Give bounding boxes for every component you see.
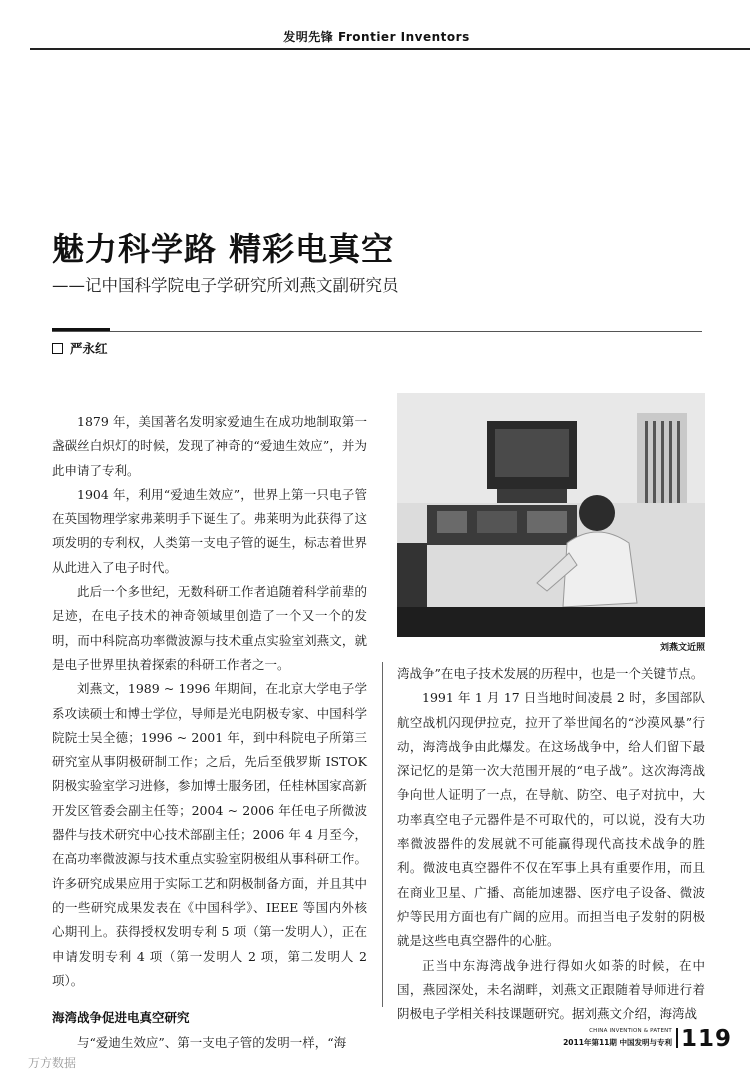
article-subtitle: ——记中国科学院电子学研究所刘燕文副研究员 <box>52 276 399 295</box>
photo-caption: 刘燕文近照 <box>659 643 705 653</box>
author-rule <box>52 331 702 332</box>
portrait-photo <box>397 393 705 637</box>
journal-issue: 2011年第11期 中国发明与专利 <box>563 1038 672 1047</box>
photo-image <box>397 393 705 637</box>
footer-divider <box>676 1028 678 1048</box>
running-header <box>0 28 753 50</box>
body-paragraph: 与“爱迪生效应”、第一支电子管的发明一样，“海 <box>77 1035 347 1051</box>
left-column <box>52 410 367 1055</box>
body-paragraph: 此后一个多世纪，无数科研工作者追随着科学前辈的足迹，在电子技术的神奇领域里创造了一个又一个的发明，而中科院高功率微波源与技术重点实验室刘燕文，就是电子世界里执着探索的科研工作者之一。 <box>52 584 367 672</box>
running-title: 发明先锋 Frontier Inventors <box>283 30 470 44</box>
author-name: 严永红 <box>70 341 108 356</box>
page-number: 119 <box>681 1026 733 1052</box>
watermark: 万方数据 <box>28 1056 77 1070</box>
page-footer <box>560 1026 733 1056</box>
body-paragraph: 刘燕文，1989 ~ 1996 年期间，在北京大学电子学系攻读硕士和博士学位，导师是光电阴极专家、中国科学院院士吴全德；1996 ~ 2001 年，到中科院电子所第三研究室从事阴极研制工作；之后，先后至俄罗斯 ISTOK 阴极实验室学习进修，参加博士服务团，任桂林国家高新开发区管委会副主任等；2004 ~ 2006 年任电子所微波器件与技术研究中心技术部副主任；2006 年 4 月至今，在高功率微波源与技术重点实验室阴极组从事科研工作。许多研究成果应用于实际工艺和阴极制备方面，并且其中的一些研究成果发表在《中国科学》、IEEE 等国内外核心期刊上。获得授权发明专利 5 项（第一发明人），正在申请发明专利 4 项（第一发明人 2 项，第二发明人 2 项）。 <box>52 681 367 988</box>
author-box-icon <box>52 343 63 354</box>
section-heading: 海湾战争促进电真空研究 <box>52 1010 190 1026</box>
body-paragraph: 1879 年，美国著名发明家爱迪生在成功地制取第一盏碳丝白炽灯的时候，发现了神奇的“爱迪生效应”，并为此申请了专利。 <box>52 414 367 478</box>
body-paragraph: 正当中东海湾战争进行得如火如荼的时候，在中国，燕园深处，未名湖畔，刘燕文正跟随着导师进行着阴极电子学相关科技课题研究。据刘燕文介绍，海湾战 <box>397 957 705 1022</box>
column-divider <box>382 662 383 1007</box>
body-paragraph-continued: 湾战争”在电子技术发展的历程中，也是一个关键节点。 <box>397 666 704 681</box>
body-paragraph: 1991 年 1 月 17 日当地时间凌晨 2 时，多国部队航空战机闪现伊拉克，拉开了举世闻名的“沙漠风暴”行动，海湾战争由此爆发。在这场战争中，给人们留下最深记忆的是第一次大范围开展的“电子战”。这次海湾战争向世人证明了一点，在导航、防空、电子对抗中，大功率真空电子元器件是不可取代的，可以说，没有大功率微波器件的发展就不可能赢得现代高技术战争的胜利。微波电真空器件不仅在军事上具有重要作用，而且在商业卫星、广播、高能加速器、医疗电子设备、微波炉等民用方面也有广阔的应用。而担当电子发射的阴极就是这些电真空器件的心脏。 <box>397 690 705 949</box>
right-column <box>397 662 705 1026</box>
body-paragraph: 1904 年，利用“爱迪生效应”，世界上第一只电子管在英国物理学家弗莱明手下诞生了。弗莱明为此获得了这项发明的专利权，人类第一支电子管的诞生，标志着世界从此进入了电子时代。 <box>52 486 367 575</box>
journal-name-en: CHINA INVENTION & PATENT <box>589 1028 672 1034</box>
header-rule <box>30 48 750 50</box>
article-title: 魅力科学路 精彩电真空 <box>52 230 395 268</box>
